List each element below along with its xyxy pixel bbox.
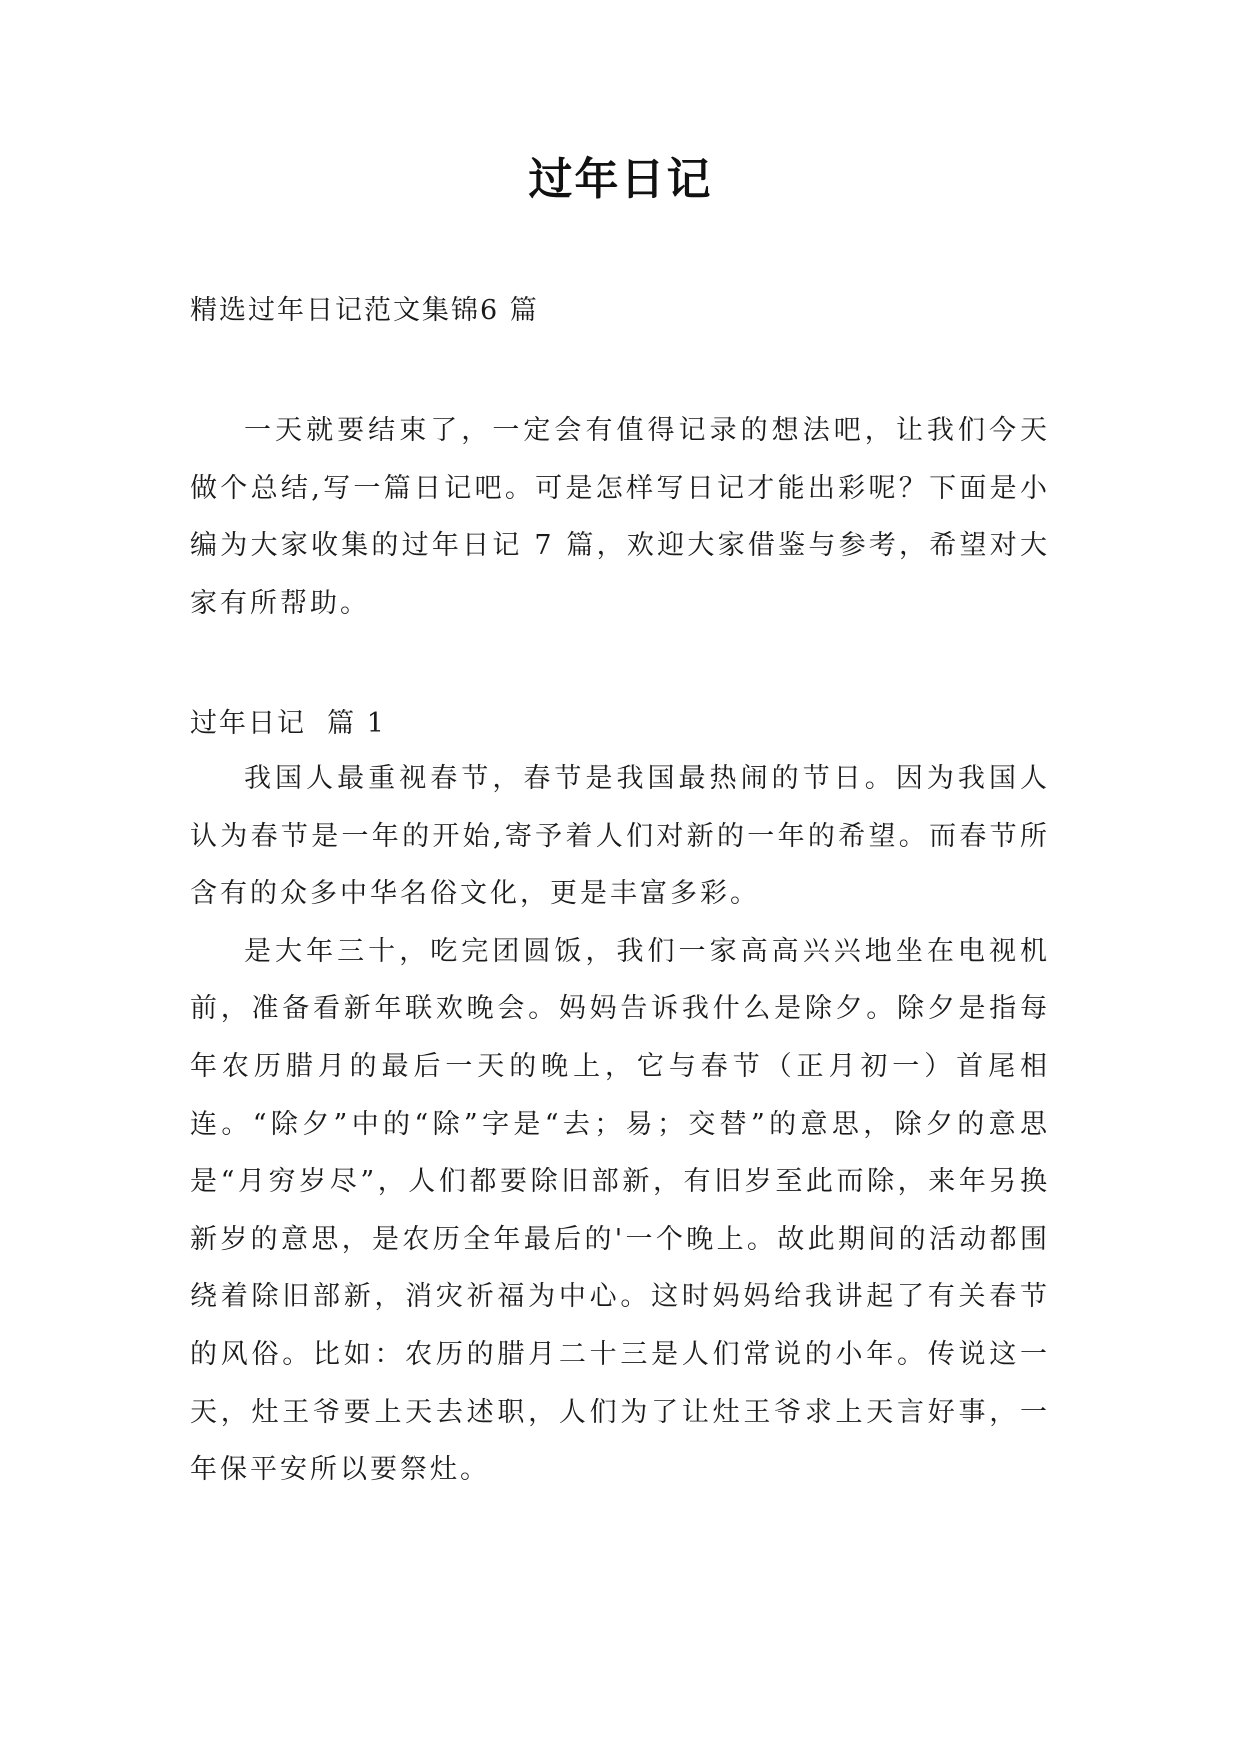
article-paragraph-1: 我国人最重视春节，春节是我国最热闹的节日。因为我国人认为春节是一年的开始,寄予着人们对新的一年的希望。而春节所含有的众多中华名俗文化，更是丰富多彩。 — [190, 763, 1050, 910]
intro-block — [190, 402, 1050, 632]
document-title: 过年日记 — [528, 154, 713, 205]
document-subtitle: 精选过年日记范文集锦6 篇 — [190, 295, 539, 326]
article-body — [190, 750, 1050, 1499]
section-heading: 过年日记 篇 1 — [190, 708, 386, 739]
intro-paragraph: 一天就要结束了，一定会有值得记录的想法吧，让我们今天做个总结,写一篇日记吧。可是怎样写日记才能出彩呢？下面是小编为大家收集的过年日记 7 篇，欢迎大家借鉴与参考，希望对大家有所帮助。 — [190, 415, 1050, 619]
article-paragraph-2: 是大年三十，吃完团圆饭，我们一家高高兴兴地坐在电视机前，准备看新年联欢晚会。妈妈告诉我什么是除夕。除夕是指每年农历腊月的最后一天的晚上，它与春节（正月初一）首尾相连。“除夕”中的“除”字是“去；易；交替”的意思，除夕的意思是“月穷岁尽”，人们都要除旧部新，有旧岁至此而除，来年另换新岁的意思，是农历全年最后的'一个晚上。故此期间的活动都围绕着除旧部新，消灾祈福为中心。这时妈妈给我讲起了有关春节的风俗。比如：农历的腊月二十三是人们常说的小年。传说这一天，灶王爷要上天去述职，人们为了让灶王爷求上天言好事，一年保平安所以要祭灶。 — [190, 935, 1050, 1486]
